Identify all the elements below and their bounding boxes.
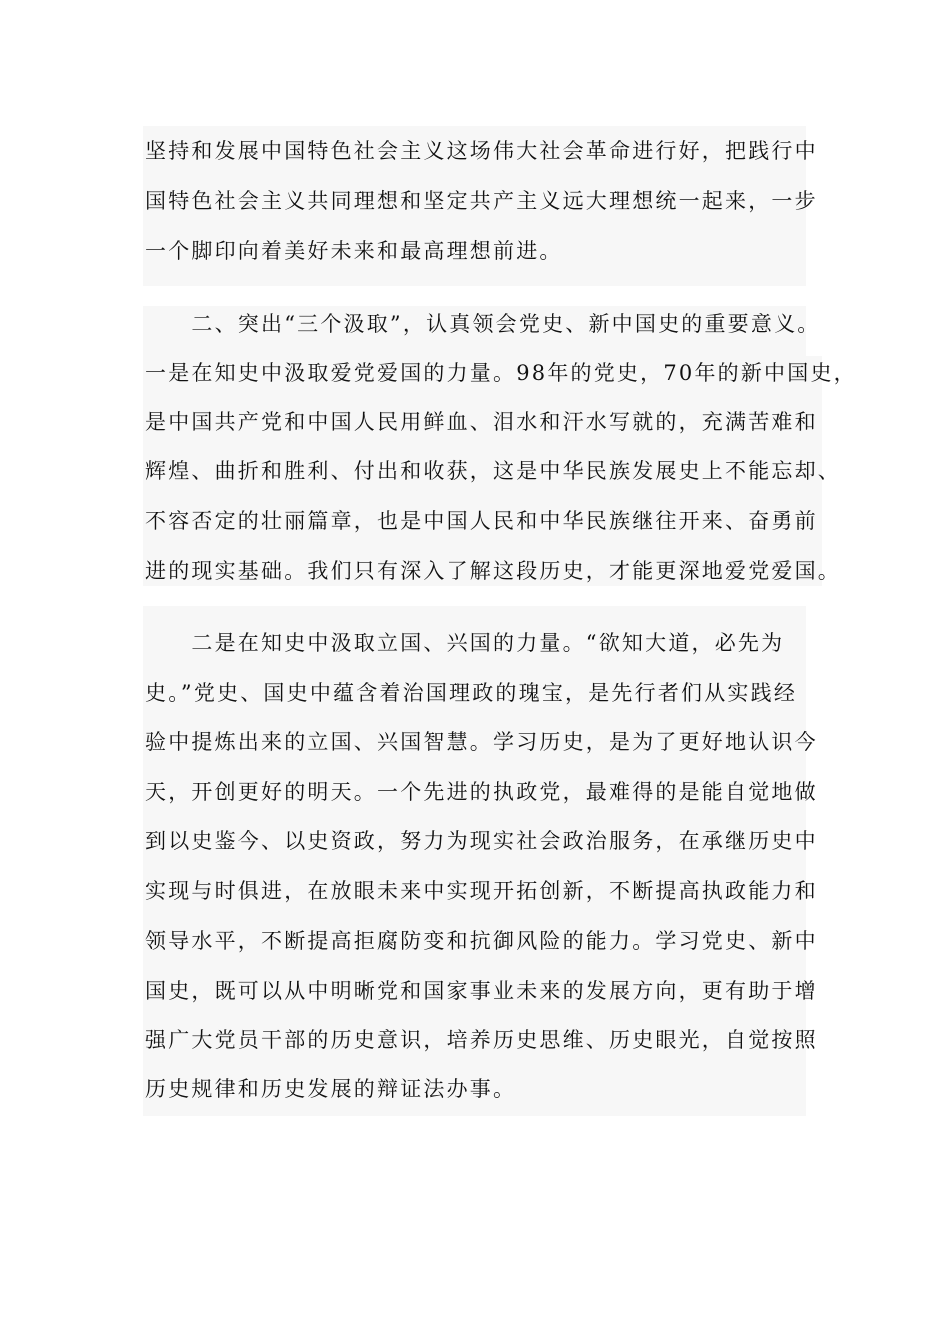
paragraph-3-line-5: 到以史鉴今、以史资政，努力为现实社会政治服务，在承继历史中 — [145, 829, 818, 853]
paragraph-2-line-3: 是中国共产党和中国人民用鲜血、泪水和汗水写就的，充满苦难和 — [145, 410, 818, 434]
paragraph-3-line-1: 二是在知史中汲取立国、兴国的力量。“欲知大道，必先为 — [145, 631, 785, 655]
paragraph-2-line-6: 进的现实基础。我们只有深入了解这段历史，才能更深地爱党爱国。 — [145, 559, 841, 583]
paragraph-3-line-4: 天，开创更好的明天。一个先进的执政党，最难得的是能自觉地做 — [145, 780, 818, 804]
paragraph-3-line-10: 历史规律和历史发展的辩证法办事。 — [145, 1077, 517, 1101]
paragraph-1-line-1: 坚持和发展中国特色社会主义这场伟大社会革命进行好，把践行中 — [145, 139, 818, 163]
paragraph-2-line-1: 二、突出“三个汲取”，认真领会党史、新中国史的重要意义。 — [145, 312, 821, 336]
paragraph-3-line-3: 验中提炼出来的立国、兴国智慧。学习历史，是为了更好地认识今 — [145, 730, 818, 754]
paragraph-2-line-5: 不容否定的壮丽篇章，也是中国人民和中华民族继往开来、奋勇前 — [145, 509, 818, 533]
paragraph-3-line-6: 实现与时俱进，在放眼未来中实现开拓创新，不断提高执政能力和 — [145, 879, 818, 903]
paragraph-2-line-4: 辉煌、曲折和胜利、付出和收获，这是中华民族发展史上不能忘却、 — [145, 459, 841, 483]
paragraph-3-line-8: 国史，既可以从中明晰党和国家事业未来的发展方向，更有助于增 — [145, 979, 818, 1003]
paragraph-1-line-2: 国特色社会主义共同理想和坚定共产主义远大理想统一起来，一步 — [145, 189, 818, 213]
paragraph-3-line-9: 强广大党员干部的历史意识，培养历史思维、历史眼光，自觉按照 — [145, 1028, 818, 1052]
paragraph-3-line-7: 领导水平，不断提高拒腐防变和抗御风险的能力。学习党史、新中 — [145, 929, 818, 953]
paragraph-3-line-2: 史。”党史、国史中蕴含着治国理政的瑰宝，是先行者们从实践经 — [145, 681, 798, 705]
paragraph-1-line-3: 一个脚印向着美好未来和最高理想前进。 — [145, 239, 563, 263]
paragraph-2-line-2: 一是在知史中汲取爱党爱国的力量。98年的党史，70年的新中国史， — [145, 361, 857, 385]
